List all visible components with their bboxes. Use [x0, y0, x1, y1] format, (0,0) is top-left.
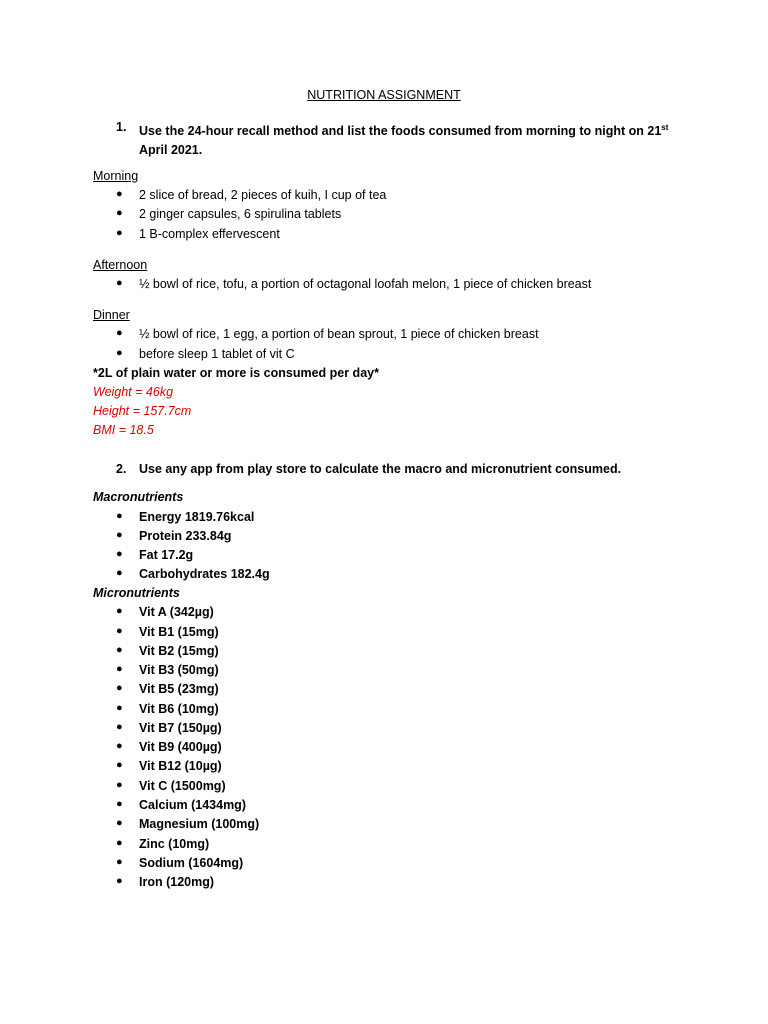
micronutrient-item-text: Iron (120mg)	[139, 875, 215, 889]
bullet-icon: ●	[116, 817, 123, 829]
micronutrient-item-text: Vit B12 (10µg)	[139, 759, 222, 773]
bmi-stat: BMI = 18.5	[93, 423, 154, 437]
macronutrients-heading: Macronutrients	[93, 490, 184, 504]
bullet-icon: ●	[116, 510, 123, 522]
question-1-superscript: st	[661, 123, 669, 132]
height-stat: Height = 157.7cm	[93, 404, 192, 418]
question-1-text	[139, 118, 679, 160]
water-note: *2L of plain water or more is consumed per day*	[93, 366, 379, 380]
question-1-text-part2: April 2021.	[139, 143, 203, 158]
bullet-icon: ●	[116, 663, 123, 675]
bullet-icon: ●	[116, 875, 123, 887]
weight-stat: Weight = 46kg	[93, 385, 174, 399]
micronutrient-item-text: Vit B6 (10mg)	[139, 702, 219, 716]
question-2-number: 2.	[116, 462, 127, 476]
question-2-text: Use any app from play store to calculate the macro and micronutrient consumed.	[139, 462, 622, 476]
bullet-icon: ●	[116, 347, 123, 359]
bullet-icon: ●	[116, 798, 123, 810]
morning-item-text: 1 B-complex effervescent	[139, 227, 280, 241]
bullet-icon: ●	[116, 837, 123, 849]
morning-item-text: 2 ginger capsules, 6 spirulina tablets	[139, 207, 342, 221]
question-1-text-part1: Use the 24-hour recall method and list the foods consumed from morning to night on 21	[139, 124, 662, 139]
micronutrient-item-text: Vit B3 (50mg)	[139, 663, 219, 677]
question-1-number: 1.	[116, 120, 127, 134]
afternoon-item-text: ½ bowl of rice, tofu, a portion of octagonal loofah melon, 1 piece of chicken breast	[139, 277, 592, 291]
micronutrient-item-text: Sodium (1604mg)	[139, 856, 244, 870]
bullet-icon: ●	[116, 188, 123, 200]
bullet-icon: ●	[116, 567, 123, 579]
bullet-icon: ●	[116, 721, 123, 733]
micronutrient-item-text: Vit B7 (150µg)	[139, 721, 222, 735]
bullet-icon: ●	[116, 548, 123, 560]
micronutrients-heading: Micronutrients	[93, 586, 180, 600]
bullet-icon: ●	[116, 529, 123, 541]
micronutrient-item-text: Vit B9 (400µg)	[139, 740, 222, 754]
bullet-icon: ●	[116, 644, 123, 656]
document-title: NUTRITION ASSIGNMENT	[307, 88, 461, 102]
bullet-icon: ●	[116, 625, 123, 637]
bullet-icon: ●	[116, 682, 123, 694]
micronutrient-item-text: Vit B2 (15mg)	[139, 644, 219, 658]
macronutrient-item-text: Protein 233.84g	[139, 529, 232, 543]
bullet-icon: ●	[116, 779, 123, 791]
bullet-icon: ●	[116, 327, 123, 339]
macronutrient-item-text: Carbohydrates 182.4g	[139, 567, 270, 581]
bullet-icon: ●	[116, 605, 123, 617]
dinner-item-text: before sleep 1 tablet of vit C	[139, 347, 295, 361]
macronutrient-item-text: Fat 17.2g	[139, 548, 194, 562]
bullet-icon: ●	[116, 856, 123, 868]
afternoon-heading: Afternoon	[93, 258, 148, 272]
bullet-icon: ●	[116, 207, 123, 219]
micronutrient-item-text: Vit C (1500mg)	[139, 779, 226, 793]
micronutrient-item-text: Zinc (10mg)	[139, 837, 210, 851]
bullet-icon: ●	[116, 740, 123, 752]
macronutrient-item-text: Energy 1819.76kcal	[139, 510, 255, 524]
morning-item-text: 2 slice of bread, 2 pieces of kuih, I cup of tea	[139, 188, 387, 202]
bullet-icon: ●	[116, 759, 123, 771]
micronutrient-item-text: Magnesium (100mg)	[139, 817, 260, 831]
bullet-icon: ●	[116, 227, 123, 239]
bullet-icon: ●	[116, 702, 123, 714]
micronutrient-item-text: Vit B1 (15mg)	[139, 625, 219, 639]
bullet-icon: ●	[116, 277, 123, 289]
morning-heading: Morning	[93, 169, 139, 183]
micronutrient-item-text: Vit A (342µg)	[139, 605, 214, 619]
dinner-heading: Dinner	[93, 308, 130, 322]
dinner-item-text: ½ bowl of rice, 1 egg, a portion of bean sprout, 1 piece of chicken breast	[139, 327, 539, 341]
micronutrient-item-text: Calcium (1434mg)	[139, 798, 246, 812]
micronutrient-item-text: Vit B5 (23mg)	[139, 682, 219, 696]
